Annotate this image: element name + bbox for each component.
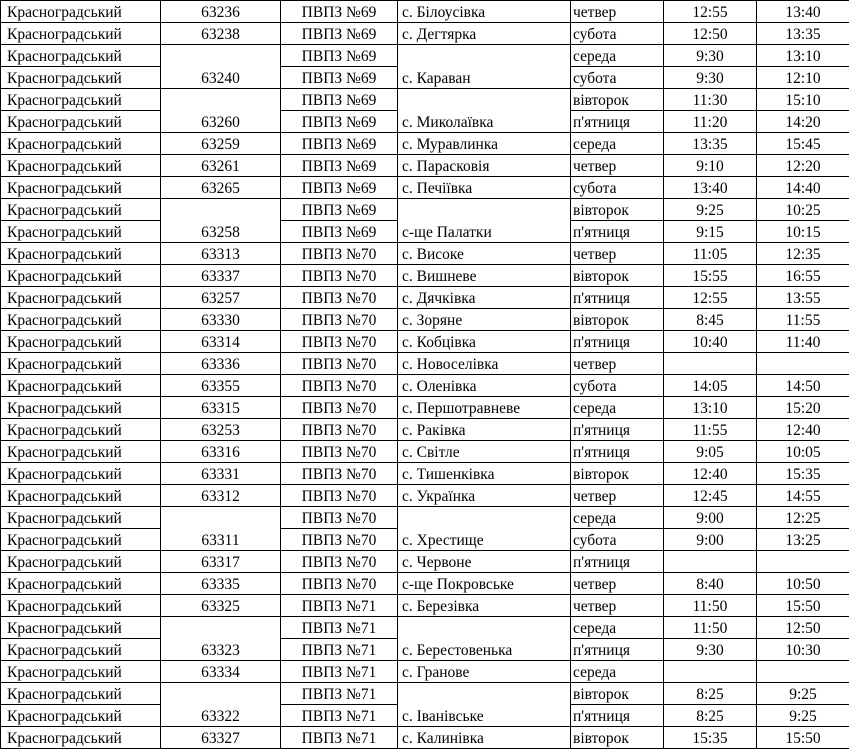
weekday-cell: середа — [571, 133, 664, 155]
postal-code-cell — [161, 45, 281, 67]
time-from-cell: 11:55 — [664, 419, 757, 441]
time-from-cell: 9:00 — [664, 507, 757, 529]
weekday-cell: субота — [571, 177, 664, 199]
post-office-cell: ПВПЗ №70 — [281, 463, 398, 485]
time-to-cell: 15:20 — [757, 397, 849, 419]
postal-code-cell: 63258 — [161, 221, 281, 243]
table-row — [1, 705, 849, 727]
village-cell: с. Іванівське — [398, 705, 571, 727]
time-from-cell: 13:35 — [664, 133, 757, 155]
district-cell: Красноградський — [1, 617, 161, 639]
district-cell: Красноградський — [1, 243, 161, 265]
time-to-cell: 15:35 — [757, 463, 849, 485]
district-cell: Красноградський — [1, 331, 161, 353]
village-cell: с. Першотравневе — [398, 397, 571, 419]
district-cell: Красноградський — [1, 573, 161, 595]
time-to-cell: 10:25 — [757, 199, 849, 221]
time-to-cell: 16:55 — [757, 265, 849, 287]
village-cell: с. Оленівка — [398, 375, 571, 397]
postal-code-cell: 63325 — [161, 595, 281, 617]
postal-code-cell: 63312 — [161, 485, 281, 507]
district-cell: Красноградський — [1, 133, 161, 155]
post-office-cell: ПВПЗ №71 — [281, 661, 398, 683]
post-office-cell: ПВПЗ №70 — [281, 375, 398, 397]
time-to-cell — [757, 551, 849, 573]
table-row — [1, 177, 849, 199]
weekday-cell: п'ятниця — [571, 221, 664, 243]
district-cell: Красноградський — [1, 155, 161, 177]
postal-code-cell: 63337 — [161, 265, 281, 287]
village-cell — [398, 507, 571, 529]
time-to-cell: 12:10 — [757, 67, 849, 89]
time-from-cell: 13:40 — [664, 177, 757, 199]
village-cell: с. Зоряне — [398, 309, 571, 331]
weekday-cell: вівторок — [571, 727, 664, 749]
table-row — [1, 639, 849, 661]
weekday-cell: вівторок — [571, 199, 664, 221]
village-cell: с. Червоне — [398, 551, 571, 573]
post-office-cell: ПВПЗ №70 — [281, 485, 398, 507]
table-row — [1, 111, 849, 133]
postal-code-cell: 63257 — [161, 287, 281, 309]
time-from-cell: 14:05 — [664, 375, 757, 397]
district-cell: Красноградський — [1, 177, 161, 199]
table-row — [1, 287, 849, 309]
village-cell: с. Світле — [398, 441, 571, 463]
time-from-cell — [664, 661, 757, 683]
post-office-cell: ПВПЗ №69 — [281, 23, 398, 45]
time-to-cell: 9:25 — [757, 683, 849, 705]
weekday-cell: четвер — [571, 1, 664, 23]
village-cell: с. Білоусівка — [398, 1, 571, 23]
time-to-cell: 10:50 — [757, 573, 849, 595]
time-from-cell: 13:10 — [664, 397, 757, 419]
postal-code-cell: 63265 — [161, 177, 281, 199]
weekday-cell: четвер — [571, 243, 664, 265]
postal-code-cell: 63336 — [161, 353, 281, 375]
weekday-cell: четвер — [571, 353, 664, 375]
postal-code-cell: 63331 — [161, 463, 281, 485]
village-cell — [398, 199, 571, 221]
post-office-cell: ПВПЗ №69 — [281, 133, 398, 155]
postal-code-cell: 63259 — [161, 133, 281, 155]
postal-code-cell: 63327 — [161, 727, 281, 749]
time-to-cell: 13:10 — [757, 45, 849, 67]
weekday-cell: четвер — [571, 485, 664, 507]
weekday-cell: п'ятниця — [571, 419, 664, 441]
time-to-cell: 13:55 — [757, 287, 849, 309]
district-cell: Красноградський — [1, 375, 161, 397]
table-row — [1, 683, 849, 705]
time-from-cell: 11:50 — [664, 617, 757, 639]
weekday-cell: четвер — [571, 595, 664, 617]
post-office-cell: ПВПЗ №70 — [281, 353, 398, 375]
table-row — [1, 243, 849, 265]
time-from-cell: 9:30 — [664, 67, 757, 89]
postal-code-cell: 63322 — [161, 705, 281, 727]
district-cell: Красноградський — [1, 287, 161, 309]
table-row — [1, 309, 849, 331]
weekday-cell: субота — [571, 529, 664, 551]
post-office-cell: ПВПЗ №71 — [281, 683, 398, 705]
village-cell: с. Хрестище — [398, 529, 571, 551]
village-cell: с. Дегтярка — [398, 23, 571, 45]
time-from-cell — [664, 353, 757, 375]
weekday-cell: середа — [571, 661, 664, 683]
village-cell — [398, 89, 571, 111]
district-cell: Красноградський — [1, 595, 161, 617]
weekday-cell: вівторок — [571, 309, 664, 331]
table-row — [1, 45, 849, 67]
postal-code-cell: 63260 — [161, 111, 281, 133]
district-cell: Красноградський — [1, 683, 161, 705]
table-row — [1, 221, 849, 243]
village-cell: с. Караван — [398, 67, 571, 89]
post-office-cell: ПВПЗ №70 — [281, 419, 398, 441]
weekday-cell: субота — [571, 375, 664, 397]
weekday-cell: п'ятниця — [571, 639, 664, 661]
village-cell — [398, 617, 571, 639]
time-to-cell: 10:15 — [757, 221, 849, 243]
village-cell: с. Миколаївка — [398, 111, 571, 133]
village-cell: с-ще Покровське — [398, 573, 571, 595]
district-cell: Красноградський — [1, 441, 161, 463]
village-cell: с. Березівка — [398, 595, 571, 617]
time-to-cell: 14:40 — [757, 177, 849, 199]
district-cell: Красноградський — [1, 639, 161, 661]
district-cell: Красноградський — [1, 705, 161, 727]
village-cell: с-ще Палатки — [398, 221, 571, 243]
time-to-cell: 12:20 — [757, 155, 849, 177]
time-from-cell: 8:45 — [664, 309, 757, 331]
time-from-cell: 11:50 — [664, 595, 757, 617]
time-from-cell: 8:25 — [664, 683, 757, 705]
table-row — [1, 67, 849, 89]
weekday-cell: субота — [571, 67, 664, 89]
village-cell: с. Українка — [398, 485, 571, 507]
postal-code-cell: 63330 — [161, 309, 281, 331]
district-cell: Красноградський — [1, 397, 161, 419]
postal-code-cell: 63313 — [161, 243, 281, 265]
time-from-cell: 11:20 — [664, 111, 757, 133]
postal-code-cell: 63315 — [161, 397, 281, 419]
village-cell: с. Калинівка — [398, 727, 571, 749]
post-office-cell: ПВПЗ №69 — [281, 89, 398, 111]
time-from-cell: 11:05 — [664, 243, 757, 265]
post-office-cell: ПВПЗ №70 — [281, 507, 398, 529]
table-row — [1, 331, 849, 353]
time-from-cell: 12:45 — [664, 485, 757, 507]
post-office-cell: ПВПЗ №69 — [281, 177, 398, 199]
time-to-cell: 15:10 — [757, 89, 849, 111]
village-cell: с. Гранове — [398, 661, 571, 683]
village-cell: с. Ракiвка — [398, 419, 571, 441]
schedule-body — [1, 1, 849, 749]
time-to-cell: 12:50 — [757, 617, 849, 639]
post-office-cell: ПВПЗ №70 — [281, 397, 398, 419]
district-cell: Красноградський — [1, 419, 161, 441]
district-cell: Красноградський — [1, 265, 161, 287]
table-row — [1, 573, 849, 595]
time-to-cell: 12:25 — [757, 507, 849, 529]
weekday-cell: четвер — [571, 155, 664, 177]
table-row — [1, 661, 849, 683]
time-from-cell: 9:25 — [664, 199, 757, 221]
weekday-cell: середа — [571, 397, 664, 419]
time-to-cell: 10:05 — [757, 441, 849, 463]
time-from-cell: 8:40 — [664, 573, 757, 595]
table-row — [1, 419, 849, 441]
time-from-cell: 9:15 — [664, 221, 757, 243]
weekday-cell: п'ятниця — [571, 331, 664, 353]
postal-code-cell: 63240 — [161, 67, 281, 89]
time-from-cell: 9:30 — [664, 45, 757, 67]
post-office-cell: ПВПЗ №71 — [281, 727, 398, 749]
weekday-cell: середа — [571, 507, 664, 529]
post-office-cell: ПВПЗ №69 — [281, 1, 398, 23]
time-from-cell — [664, 551, 757, 573]
postal-code-cell — [161, 507, 281, 529]
table-row — [1, 441, 849, 463]
time-to-cell: 10:30 — [757, 639, 849, 661]
postal-code-cell: 63334 — [161, 661, 281, 683]
postal-code-cell: 63335 — [161, 573, 281, 595]
post-office-cell: ПВПЗ №69 — [281, 45, 398, 67]
time-to-cell: 12:35 — [757, 243, 849, 265]
table-row — [1, 617, 849, 639]
table-row — [1, 199, 849, 221]
post-office-cell: ПВПЗ №69 — [281, 155, 398, 177]
district-cell: Красноградський — [1, 309, 161, 331]
district-cell: Красноградський — [1, 23, 161, 45]
postal-code-cell: 63238 — [161, 23, 281, 45]
district-cell: Красноградський — [1, 111, 161, 133]
post-office-cell: ПВПЗ №70 — [281, 551, 398, 573]
postal-code-cell: 63311 — [161, 529, 281, 551]
time-from-cell: 8:25 — [664, 705, 757, 727]
district-cell: Красноградський — [1, 551, 161, 573]
time-from-cell: 10:40 — [664, 331, 757, 353]
post-office-cell: ПВПЗ №69 — [281, 111, 398, 133]
post-office-cell: ПВПЗ №70 — [281, 441, 398, 463]
postal-code-cell — [161, 89, 281, 111]
table-row — [1, 463, 849, 485]
post-office-cell: ПВПЗ №69 — [281, 221, 398, 243]
village-cell: с. Муравлинка — [398, 133, 571, 155]
table-row — [1, 485, 849, 507]
postal-code-cell: 63236 — [161, 1, 281, 23]
weekday-cell: вівторок — [571, 463, 664, 485]
weekday-cell: середа — [571, 45, 664, 67]
time-to-cell — [757, 661, 849, 683]
table-row — [1, 265, 849, 287]
district-cell: Красноградський — [1, 45, 161, 67]
post-office-cell: ПВПЗ №71 — [281, 617, 398, 639]
district-cell: Красноградський — [1, 221, 161, 243]
post-office-cell: ПВПЗ №70 — [281, 573, 398, 595]
time-to-cell: 14:50 — [757, 375, 849, 397]
village-cell: с. Вишневе — [398, 265, 571, 287]
post-office-cell: ПВПЗ №70 — [281, 287, 398, 309]
village-cell: с. Дячківка — [398, 287, 571, 309]
village-cell: с. Парасковія — [398, 155, 571, 177]
weekday-cell: вівторок — [571, 683, 664, 705]
time-from-cell: 11:30 — [664, 89, 757, 111]
district-cell: Красноградський — [1, 485, 161, 507]
post-office-cell: ПВПЗ №71 — [281, 705, 398, 727]
village-cell: с. Новоселівка — [398, 353, 571, 375]
table-row — [1, 133, 849, 155]
postal-code-cell: 63316 — [161, 441, 281, 463]
postal-code-cell — [161, 683, 281, 705]
village-cell: с. Тишенківка — [398, 463, 571, 485]
weekday-cell: вівторок — [571, 89, 664, 111]
weekday-cell: вівторок — [571, 265, 664, 287]
postal-code-cell: 63323 — [161, 639, 281, 661]
table-row — [1, 727, 849, 749]
postal-code-cell: 63314 — [161, 331, 281, 353]
district-cell: Красноградський — [1, 353, 161, 375]
weekday-cell: п'ятниця — [571, 441, 664, 463]
table-row — [1, 89, 849, 111]
post-office-cell: ПВПЗ №69 — [281, 67, 398, 89]
weekday-cell: субота — [571, 23, 664, 45]
district-cell: Красноградський — [1, 67, 161, 89]
weekday-cell: четвер — [571, 573, 664, 595]
table-row — [1, 529, 849, 551]
time-to-cell: 15:45 — [757, 133, 849, 155]
table-row — [1, 397, 849, 419]
time-to-cell: 9:25 — [757, 705, 849, 727]
time-to-cell: 15:50 — [757, 595, 849, 617]
postal-code-cell: 63355 — [161, 375, 281, 397]
weekday-cell: п'ятниця — [571, 705, 664, 727]
post-office-cell: ПВПЗ №70 — [281, 529, 398, 551]
time-from-cell: 9:10 — [664, 155, 757, 177]
time-from-cell: 9:05 — [664, 441, 757, 463]
time-from-cell: 12:40 — [664, 463, 757, 485]
time-from-cell: 9:30 — [664, 639, 757, 661]
village-cell: с. Високе — [398, 243, 571, 265]
time-to-cell: 15:50 — [757, 727, 849, 749]
weekday-cell: п'ятниця — [571, 111, 664, 133]
postal-code-cell: 63253 — [161, 419, 281, 441]
postal-code-cell: 63317 — [161, 551, 281, 573]
time-to-cell: 14:55 — [757, 485, 849, 507]
post-office-cell: ПВПЗ №70 — [281, 331, 398, 353]
district-cell: Красноградський — [1, 661, 161, 683]
village-cell — [398, 45, 571, 67]
table-row — [1, 155, 849, 177]
district-cell: Красноградський — [1, 1, 161, 23]
village-cell: с. Кобцівка — [398, 331, 571, 353]
time-to-cell — [757, 353, 849, 375]
district-cell: Красноградський — [1, 507, 161, 529]
post-office-cell: ПВПЗ №70 — [281, 265, 398, 287]
village-cell: с. Печіївка — [398, 177, 571, 199]
district-cell: Красноградський — [1, 727, 161, 749]
time-from-cell: 12:55 — [664, 1, 757, 23]
weekday-cell: п'ятниця — [571, 287, 664, 309]
table-row — [1, 375, 849, 397]
weekday-cell: п'ятниця — [571, 551, 664, 573]
table-row — [1, 23, 849, 45]
postal-code-cell: 63261 — [161, 155, 281, 177]
post-office-cell: ПВПЗ №71 — [281, 595, 398, 617]
district-cell: Красноградський — [1, 529, 161, 551]
post-office-cell: ПВПЗ №70 — [281, 243, 398, 265]
time-to-cell: 13:40 — [757, 1, 849, 23]
time-to-cell: 11:40 — [757, 331, 849, 353]
weekday-cell: середа — [571, 617, 664, 639]
post-office-cell: ПВПЗ №71 — [281, 639, 398, 661]
time-from-cell: 9:00 — [664, 529, 757, 551]
time-to-cell: 14:20 — [757, 111, 849, 133]
table-row — [1, 595, 849, 617]
time-from-cell: 12:55 — [664, 287, 757, 309]
district-cell: Красноградський — [1, 199, 161, 221]
time-from-cell: 15:35 — [664, 727, 757, 749]
post-office-cell: ПВПЗ №69 — [281, 199, 398, 221]
postal-code-cell — [161, 199, 281, 221]
district-cell: Красноградський — [1, 463, 161, 485]
time-to-cell: 11:55 — [757, 309, 849, 331]
village-cell — [398, 683, 571, 705]
table-row — [1, 551, 849, 573]
time-from-cell: 12:50 — [664, 23, 757, 45]
table-row — [1, 507, 849, 529]
district-cell: Красноградський — [1, 89, 161, 111]
postal-code-cell — [161, 617, 281, 639]
table-row — [1, 353, 849, 375]
table-row — [1, 1, 849, 23]
village-cell: с. Берестовенька — [398, 639, 571, 661]
time-from-cell: 15:55 — [664, 265, 757, 287]
time-to-cell: 13:25 — [757, 529, 849, 551]
time-to-cell: 12:40 — [757, 419, 849, 441]
time-to-cell: 13:35 — [757, 23, 849, 45]
post-office-cell: ПВПЗ №70 — [281, 309, 398, 331]
